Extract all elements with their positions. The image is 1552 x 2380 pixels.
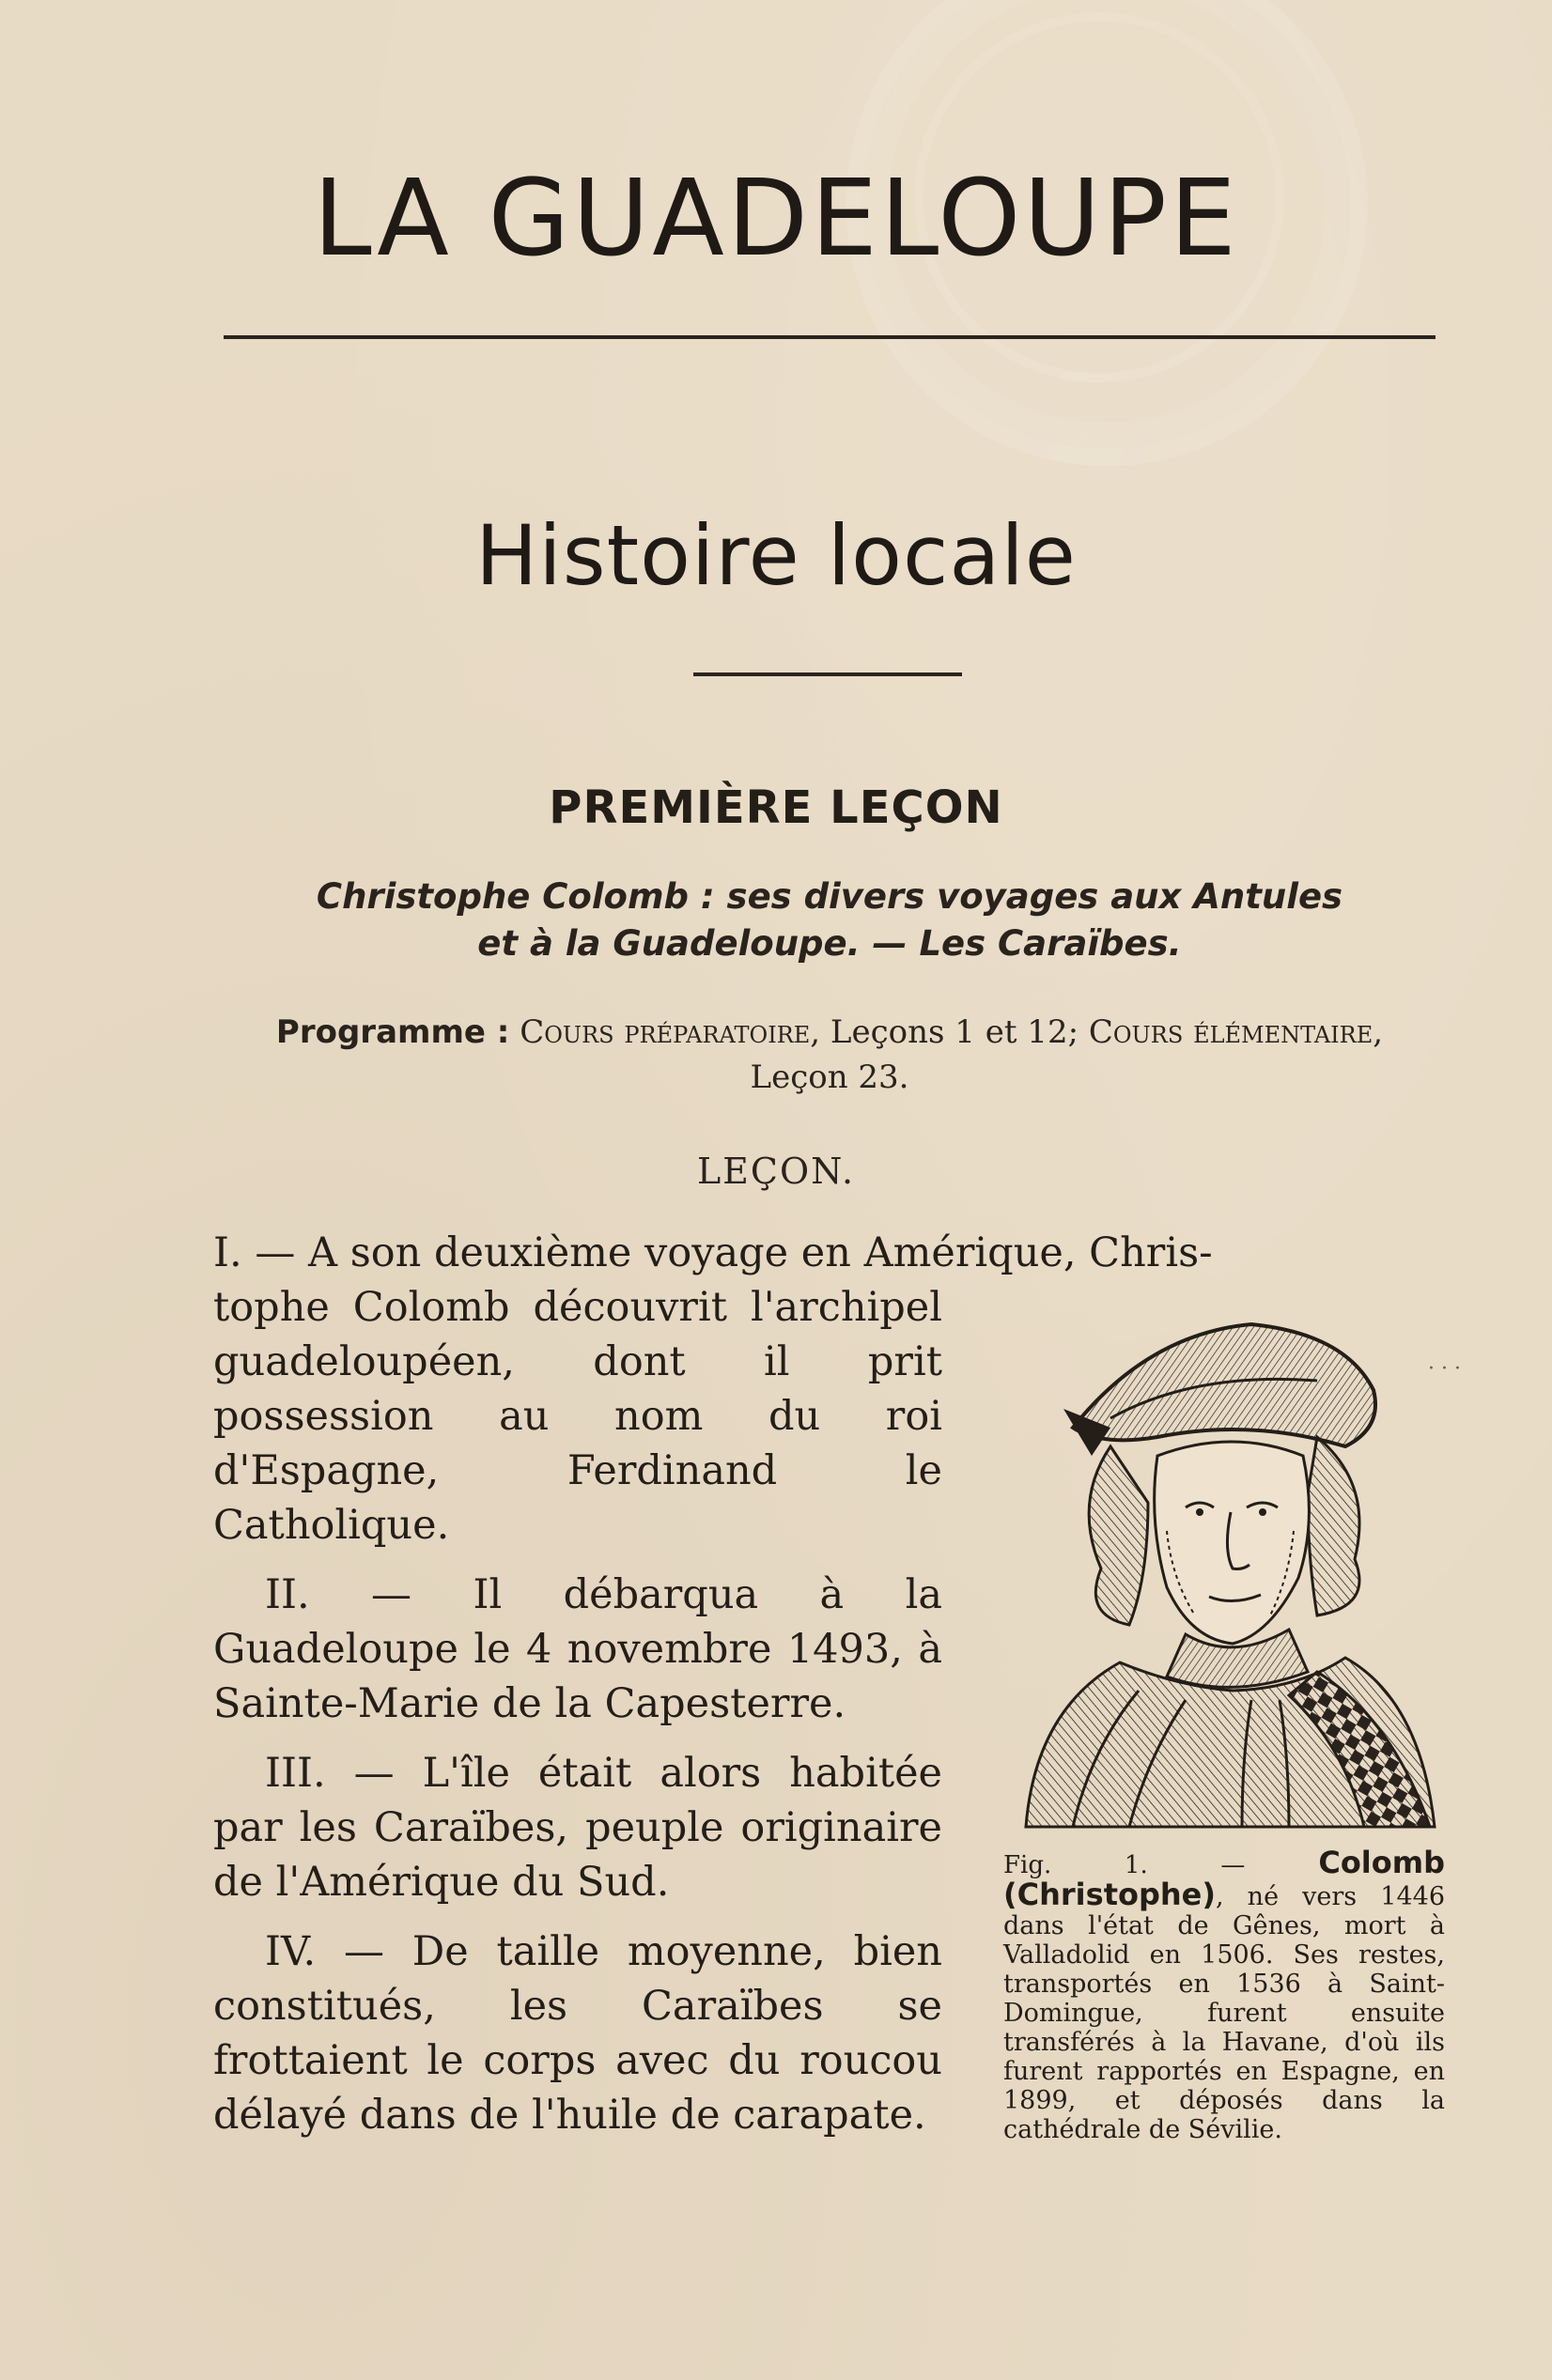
programme-lessons-1: , Leçons 1 et 12; (810, 1013, 1089, 1051)
lesson-subtitle (254, 873, 1405, 967)
columbus-portrait-engraving (1007, 1315, 1449, 1841)
figure-caption (1003, 1845, 1445, 2144)
paragraph-1-first-line: I. — A son deuxième voyage en Amérique, Chris- (213, 1229, 1213, 1276)
caption-text: , né vers 1446 dans l'état de Gênes, mort à Valladolid en 1506. Ses restes, transportés en 1536 à Saint-Domingue, furent ensuite transférés à la Havane, d'où ils furent rapportés en Espagne, en 1899, et déposés dans la cathédrale de Sévilie. (1003, 1882, 1445, 2144)
caption-figure-label: Fig. 1. — (1003, 1851, 1246, 1879)
programme-course-2: Cours élémentaire (1088, 1013, 1374, 1051)
body-text-column (213, 1280, 942, 2157)
stray-print-mark: · · · (1428, 1357, 1461, 1381)
columbus-portrait-figure (1007, 1315, 1449, 1841)
paragraph-3: III. — L'île était alors habitée par les Caraïbes, peuple originaire de l'Amérique du Sud. (213, 1750, 942, 1906)
programme-course-1: Cours préparatoire (520, 1013, 811, 1051)
section-title: Histoire locale (475, 507, 1077, 604)
paragraph-1-rest: tophe Colomb découvrit l'archipel guadeloupéen, dont il prit possession au nom du roi d'Espagne, Ferdinand le Catholique. (213, 1284, 942, 1549)
subtitle-line-2: et à la Guadeloupe. — Les Caraïbes. (477, 923, 1182, 964)
programme-lessons-2: , Leçon 23. (750, 1013, 1384, 1096)
lecon-label: LEÇON. (696, 1151, 856, 1192)
section-divider (693, 672, 962, 676)
paragraph-4: IV. — De taille moyenne, bien constitués, les Caraïbes se frottaient le corps avec du roucou délayé dans de l'huile de carapate. (213, 1928, 942, 2139)
lesson-heading: PREMIÈRE LEÇON (549, 781, 1003, 834)
programme-note (254, 1010, 1405, 1100)
paragraph-2: II. — Il débarqua à la Guadeloupe le 4 novembre 1493, à Sainte-Marie de la Capesterre. (213, 1571, 942, 1727)
document-title: LA GUADELOUPE (313, 158, 1239, 280)
title-divider (224, 335, 1436, 339)
subtitle-line-1: Christophe Colomb : ses divers voyages aux Antules (316, 876, 1343, 917)
programme-label: Programme : (275, 1013, 510, 1051)
caption-name: Colomb (Christophe) (1003, 1845, 1445, 1912)
